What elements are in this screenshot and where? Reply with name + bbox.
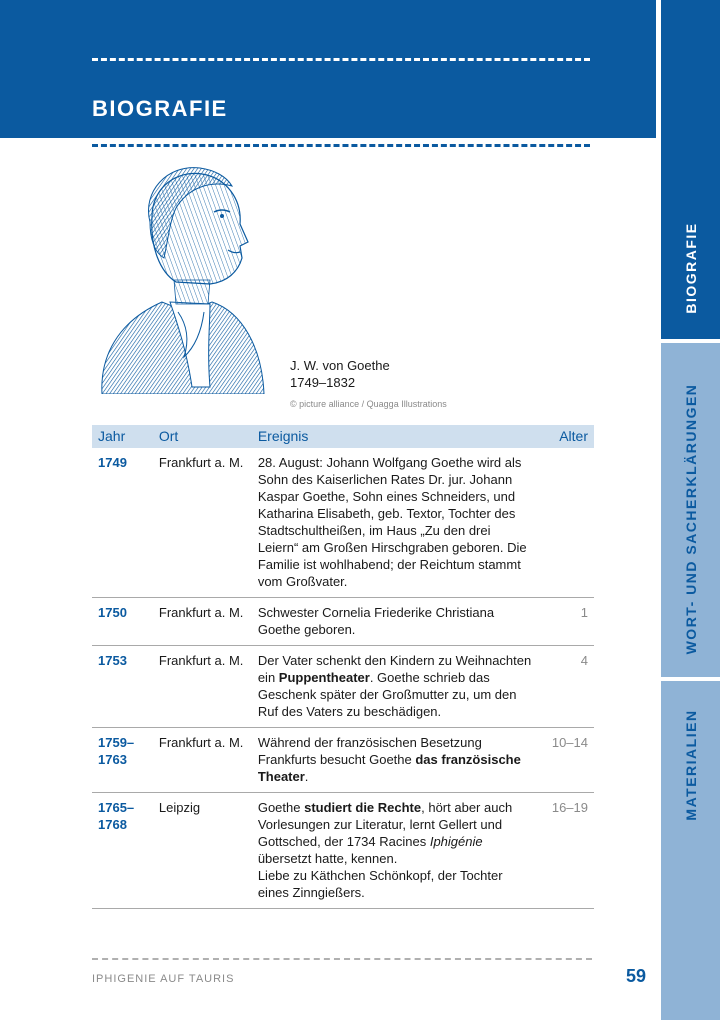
side-tab-label: BIOGRAFIE xyxy=(682,222,699,314)
cell-jahr: 1765– 1768 xyxy=(92,793,153,909)
side-tab-label: WORT- UND SACHERKLÄRUNGEN xyxy=(682,383,699,655)
cell-ort: Leipzig xyxy=(153,793,252,909)
side-tab-label: MATERIALIEN xyxy=(682,709,699,821)
table-header-row xyxy=(92,425,594,448)
side-tab-biografie[interactable] xyxy=(661,0,720,339)
footer-book-title: IPHIGENIE AUF TAURIS xyxy=(92,973,235,985)
cell-alter: 4 xyxy=(539,646,594,728)
cell-alter: 1 xyxy=(539,598,594,646)
ereignis-text: Puppentheater xyxy=(278,670,370,685)
cell-ort: Frankfurt a. M. xyxy=(153,448,252,598)
cell-alter: 16–19 xyxy=(539,793,594,909)
goethe-portrait-image xyxy=(92,162,270,394)
cell-jahr: 1749 xyxy=(92,448,153,598)
ereignis-text: Der Vater schenkt den Kindern zu Weihnachten ein xyxy=(257,653,532,685)
cell-alter xyxy=(539,448,594,598)
cell-ort: Frankfurt a. M. xyxy=(153,598,252,646)
biography-table xyxy=(92,425,594,909)
cell-alter: 10–14 xyxy=(539,728,594,793)
ereignis-text: studiert die Rechte xyxy=(304,800,422,815)
cell-ereignis xyxy=(252,448,539,598)
header-ort: Ort xyxy=(153,425,252,448)
title-dash-line xyxy=(92,144,590,147)
cell-jahr: 1759– 1763 xyxy=(92,728,153,793)
header-jahr: Jahr xyxy=(92,425,153,448)
cell-ort: Frankfurt a. M. xyxy=(153,646,252,728)
side-tab-materialien[interactable] xyxy=(661,681,720,1020)
ereignis-text: Während der französischen Besetzung Frankfurts besucht Goethe xyxy=(257,735,482,767)
table-row xyxy=(92,728,594,793)
table-row xyxy=(92,448,594,598)
header-dash-line xyxy=(92,58,590,61)
page-title: BIOGRAFIE xyxy=(92,96,228,121)
ereignis-text: Iphigénie xyxy=(429,834,483,849)
ereignis-text: das französische Theater xyxy=(257,752,521,784)
caption-credit: © picture alliance / Quagga Illustrations xyxy=(290,399,447,409)
cell-ereignis xyxy=(252,598,539,646)
ereignis-text: , hört aber auch Vorlesungen zur Literatur, lernt Gellert und Gottsched, der 1734 Racines xyxy=(257,800,513,849)
ereignis-text: 28. August: Johann Wolfgang Goethe wird als Sohn des Kaiserlichen Rates Dr. jur. Johann Kaspar Goethe, Sohn eines Schneiders, und Katharina Elisabeth, geb. Textor, Tochter des Stadtschultheißen, im Haus „Zu den drei Leiern“ am Großen Hirschgraben geboren. Die Familie ist wohlhabend; der Reichtum stammt vom Großvater. xyxy=(257,455,527,589)
caption-name: J. W. von Goethe xyxy=(290,358,390,373)
side-tab-wort-und-sacherklaerungen[interactable] xyxy=(661,343,720,677)
cell-ereignis xyxy=(252,646,539,728)
portrait-caption xyxy=(290,357,447,413)
ereignis-text: übersetzt hatte, kennen. Liebe zu Käthchen Schönkopf, der Tochter eines Zinngießers. xyxy=(257,851,503,900)
cell-ereignis xyxy=(252,728,539,793)
page-number: 59 xyxy=(625,966,646,986)
ereignis-text: . Goethe schrieb das Geschenk später der Großmutter zu, um den Ruf des Vaters zu beschädigen. xyxy=(257,670,517,719)
cell-ort: Frankfurt a. M. xyxy=(153,728,252,793)
header-alter: Alter xyxy=(539,425,594,448)
table-row xyxy=(92,646,594,728)
ereignis-text: Schwester Cornelia Friederike Christiana Goethe geboren. xyxy=(257,605,495,637)
cell-jahr: 1753 xyxy=(92,646,153,728)
caption-years: 1749–1832 xyxy=(290,375,356,390)
ereignis-text: . xyxy=(304,769,309,784)
table-row xyxy=(92,598,594,646)
footer-dash-line xyxy=(92,958,592,960)
header-ereignis: Ereignis xyxy=(252,425,539,448)
cell-jahr: 1750 xyxy=(92,598,153,646)
table-row xyxy=(92,793,594,909)
header-banner xyxy=(0,0,656,138)
ereignis-text: Goethe xyxy=(257,800,305,815)
cell-ereignis xyxy=(252,793,539,909)
